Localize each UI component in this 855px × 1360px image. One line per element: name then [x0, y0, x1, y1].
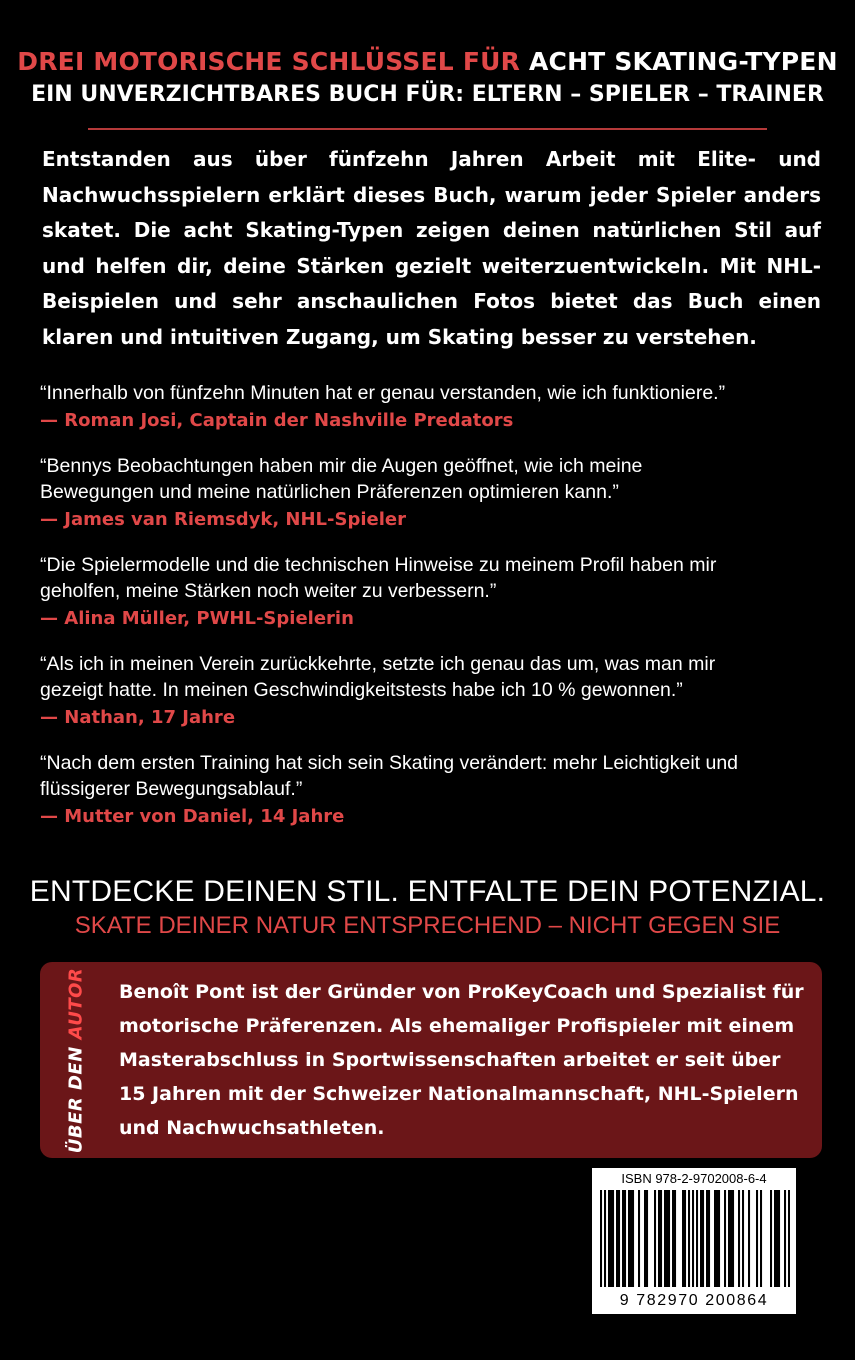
quote-author: — Nathan, 17 Jahre	[40, 706, 236, 728]
barcode-bar	[630, 1190, 632, 1287]
barcode-bar	[788, 1190, 790, 1287]
barcode-bar	[714, 1190, 716, 1287]
barcode-bar	[600, 1190, 602, 1287]
barcode-bar	[742, 1190, 744, 1287]
barcode-bar	[624, 1190, 626, 1287]
testimonial	[40, 552, 820, 633]
barcode-bar	[724, 1190, 726, 1287]
barcode-bar	[628, 1190, 630, 1287]
testimonial	[40, 651, 820, 732]
quote-line: flüssigerer Bewegungsablauf.”	[40, 778, 303, 800]
barcode-bar	[718, 1190, 720, 1287]
barcode-bar	[696, 1190, 698, 1287]
barcode	[600, 1190, 790, 1287]
quote-line: “Nach dem ersten Training hat sich sein Skating verändert: mehr Leichtigkeit und	[40, 751, 739, 774]
barcode-bar	[612, 1190, 614, 1287]
isbn-barcode-box	[592, 1168, 796, 1314]
book-subtitle: EIN UNVERZICHTBARES BUCH FÜR: ELTERN – SPIELER – TRAINER	[31, 82, 824, 107]
barcode-bar	[716, 1190, 718, 1287]
barcode-bar	[778, 1190, 780, 1287]
about-author-label	[54, 967, 98, 1153]
barcode-bar	[638, 1190, 640, 1287]
cover-header	[0, 44, 855, 110]
title-red-part: DREI MOTORISCHE SCHLÜSSEL FÜR	[17, 47, 521, 76]
barcode-bar	[776, 1190, 778, 1287]
barcode-bar	[728, 1190, 730, 1287]
author-bio	[119, 975, 807, 1145]
about-label-white: ÜBER DEN	[65, 1045, 87, 1153]
barcode-bar	[654, 1190, 656, 1287]
about-label-red: AUTOR	[65, 967, 87, 1039]
author-bio-line: motorische Präferenzen. Als ehemaliger Profispieler mit einem	[119, 1015, 795, 1037]
barcode-bar	[664, 1190, 666, 1287]
barcode-bar	[688, 1190, 690, 1287]
barcode-bar	[702, 1190, 704, 1287]
quote-line: “Bennys Beobachtungen haben mir die Augen geöffnet, wie ich meine	[40, 454, 643, 477]
barcode-bar	[666, 1190, 668, 1287]
barcode-bar	[748, 1190, 750, 1287]
testimonial	[40, 750, 820, 831]
barcode-bar	[668, 1190, 670, 1287]
quote-line: “Als ich in meinen Verein zurückkehrte, setzte ich genau das um, was man mir	[40, 652, 716, 675]
about-author-box	[40, 962, 822, 1158]
barcode-bar	[730, 1190, 732, 1287]
barcode-bar	[618, 1190, 620, 1287]
barcode-bar	[770, 1190, 772, 1287]
barcode-bar	[644, 1190, 646, 1287]
barcode-bar	[646, 1190, 648, 1287]
intro-paragraph: Entstanden aus über fünfzehn Jahren Arbeit mit Elite- und Nachwuchsspielern erklärt dieses Buch, warum jeder Spieler anders skatet. Die acht Skating-Typen zeigen deinen natürlichen Stil auf und helfen dir, deine Stärken gezielt weiterzuentwickeln. Mit NHL-Beispielen und sehr anschaulichen Fotos bietet das Buch einen klaren und intuitiven Zugang, um Skating besser zu verstehen.	[42, 147, 821, 349]
author-bio-line: Masterabschluss in Sportwissenschaften arbeitet er seit über	[119, 1049, 781, 1071]
barcode-bar	[674, 1190, 676, 1287]
author-bio-line: 15 Jahren mit der Schweizer Nationalmannschaft, NHL-Spielern	[119, 1083, 799, 1105]
barcode-bar	[604, 1190, 606, 1287]
quote-line: “Die Spielermodelle und die technischen Hinweise zu meinem Profil haben mir	[40, 553, 717, 576]
barcode-bar	[658, 1190, 660, 1287]
barcode-bar	[684, 1190, 686, 1287]
quote-line: Bewegungen und meine natürlichen Präferenzen optimieren kann.”	[40, 481, 619, 503]
testimonials	[40, 380, 820, 849]
barcode-bar	[708, 1190, 710, 1287]
isbn-label: ISBN 978-2-9702008-6-4	[621, 1171, 767, 1186]
barcode-bar	[608, 1190, 610, 1287]
slogan	[0, 874, 855, 941]
title-white-part: ACHT SKATING-TYPEN	[528, 47, 838, 76]
barcode-bar	[616, 1190, 618, 1287]
quote-author: — James van Riemsdyk, NHL-Spieler	[40, 508, 406, 530]
barcode-bar	[756, 1190, 758, 1287]
quote-author: — Roman Josi, Captain der Nashville Predators	[40, 409, 514, 431]
barcode-bar	[682, 1190, 684, 1287]
slogan-main: ENTDECKE DEINEN STIL. ENTFALTE DEIN POTENZIAL.	[29, 875, 826, 908]
barcode-bar	[632, 1190, 634, 1287]
barcode-bar	[784, 1190, 786, 1287]
quote-author: — Mutter von Daniel, 14 Jahre	[40, 805, 345, 827]
slogan-sub: SKATE DEINER NATUR ENTSPRECHEND – NICHT GEGEN SIE	[74, 912, 781, 939]
testimonial	[40, 380, 820, 435]
barcode-bar	[738, 1190, 740, 1287]
author-bio-line: und Nachwuchsathleten.	[119, 1117, 385, 1139]
barcode-bar	[732, 1190, 734, 1287]
barcode-bar	[622, 1190, 624, 1287]
barcode-bar	[760, 1190, 762, 1287]
quote-line: gezeigt hatte. In meinen Geschwindigkeitstests habe ich 10 % gewonnen.”	[40, 679, 683, 701]
barcode-bar	[610, 1190, 612, 1287]
barcode-number: 9 782970 200864	[619, 1292, 769, 1309]
header-divider	[88, 128, 767, 130]
barcode-bar	[706, 1190, 708, 1287]
quote-line: geholfen, meine Stärken noch weiter zu verbessern.”	[40, 580, 497, 602]
barcode-bar	[774, 1190, 776, 1287]
barcode-bar	[692, 1190, 694, 1287]
book-title	[0, 44, 855, 80]
barcode-bar	[660, 1190, 662, 1287]
barcode-bar	[672, 1190, 674, 1287]
testimonial	[40, 453, 820, 534]
quote-line: “Innerhalb von fünfzehn Minuten hat er genau verstanden, wie ich funktioniere.”	[40, 382, 726, 404]
author-bio-line: Benoît Pont ist der Gründer von ProKeyCoach und Spezialist für	[119, 981, 804, 1003]
barcode-bar	[700, 1190, 702, 1287]
quote-author: — Alina Müller, PWHL-Spielerin	[40, 607, 354, 629]
